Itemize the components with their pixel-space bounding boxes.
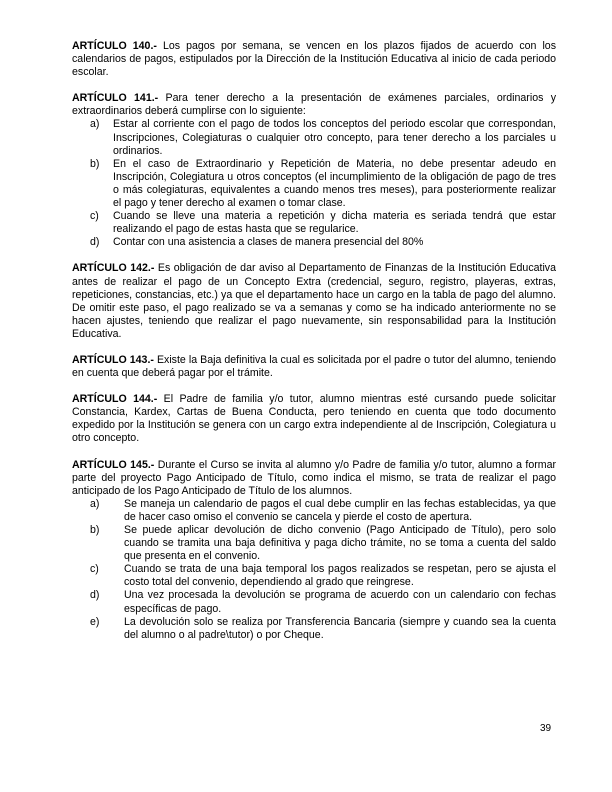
list-item-marker: a) bbox=[90, 497, 100, 510]
article-paragraph bbox=[72, 92, 556, 118]
list-item-marker: b) bbox=[90, 524, 100, 536]
article-title: ARTÍCULO 142.- bbox=[72, 262, 155, 275]
article-title: ARTÍCULO 144.- bbox=[72, 393, 158, 406]
article-title: ARTÍCULO 141.- bbox=[72, 92, 159, 105]
list-item-text: Contar con una asistencia a clases de manera presencial del 80% bbox=[113, 236, 424, 249]
list-item bbox=[72, 616, 556, 642]
article-paragraph bbox=[72, 262, 556, 341]
list-item-marker: b) bbox=[90, 157, 100, 170]
article-144 bbox=[72, 393, 556, 445]
article-141 bbox=[72, 92, 556, 249]
list-item-text: Se maneja un calendario de pagos el cual debe cumplir en las fechas establecidas, ya que de hacer caso omiso el convenio se cancela y pierde el costo de apertura. bbox=[124, 497, 556, 523]
document-body bbox=[72, 40, 556, 655]
article-text: Existe la Baja definitiva la cual es solicitada por el padre o tutor del alumno, teniendo en cuenta que deberá pagar por el trámite. bbox=[72, 353, 556, 380]
list-item-text: Cuando se lleve una materia a repetición y dicha materia es seriada tendrá que estar realizando el pago de estas hasta que se regularice. bbox=[113, 210, 556, 236]
list-item bbox=[72, 158, 556, 210]
article-title: ARTÍCULO 140.- bbox=[72, 40, 157, 52]
list-item-marker: c) bbox=[90, 563, 99, 576]
requirements-list bbox=[72, 118, 556, 249]
list-item bbox=[72, 118, 556, 157]
list-item-marker: d) bbox=[90, 589, 100, 602]
list-item-marker: d) bbox=[90, 236, 100, 249]
article-text: Es obligación de dar aviso al Departamento de Finanzas de la Institución Educativa antes de realizar el pago de un Concepto Extra (credencial, seguro, registro, playeras, extras, repeticiones, constancias, etc.) ya que el departamento hace un cargo en la tabla de pago del alumno. De omitir este paso, el pago realizado se va a semanas y como se ha indicado anteriormente no se hacen ajustes, teniendo que realizar el pago nuevamente, sin responsabilidad para la Institución Educativa. bbox=[72, 262, 556, 340]
article-title: ARTÍCULO 143.- bbox=[72, 353, 154, 366]
article-text: Los pagos por semana, se vencen en los plazos fijados de acuerdo con los calendarios de pagos, estipulados por la Dirección de la Institución Educativa al inicio de cada periodo escolar. bbox=[72, 40, 556, 79]
article-145 bbox=[72, 459, 556, 642]
page-number: 39 bbox=[540, 723, 552, 734]
list-item bbox=[72, 210, 556, 236]
list-item-text: En el caso de Extraordinario y Repetición de Materia, no debe presentar adeudo en Inscripción, Colegiatura u otros conceptos (el incumplimiento de la obligación de pago de tres o más colegiaturas, equivalentes a cuando menos tres meses), para posteriormente realizar el pago y tener derecho al examen o tomar clase. bbox=[113, 157, 556, 210]
article-text: El Padre de familia y/o tutor, alumno mientras esté cursando puede solicitar Constancia, Kardex, Cartas de Buena Conducta, pero teniendo en cuenta que todo documento expedido por la Institución se genera con un cargo extra independiente al de Inscripción, Colegiatura u otro concepto. bbox=[72, 393, 556, 445]
article-paragraph bbox=[72, 354, 556, 380]
article-paragraph bbox=[72, 459, 556, 498]
article-paragraph bbox=[72, 393, 556, 445]
article-text: Para tener derecho a la presentación de exámenes parciales, ordinarios y extraordinarios deberá cumplirse con lo siguiente: bbox=[72, 92, 556, 118]
list-item-marker: a) bbox=[90, 118, 100, 131]
list-item bbox=[72, 524, 556, 563]
article-142 bbox=[72, 262, 556, 341]
title-payment-list bbox=[72, 498, 556, 642]
list-item bbox=[72, 589, 556, 615]
list-item-text: Estar al corriente con el pago de todos los conceptos del periodo escolar que correspondan, Inscripciones, Colegiaturas o cualquier otro concepto, para tener derecho a los parciales u ordinarios. bbox=[113, 118, 556, 157]
article-140 bbox=[72, 40, 556, 79]
list-item bbox=[72, 236, 556, 249]
list-item-text: Una vez procesada la devolución se programa de acuerdo con un calendario con fechas específicas de pago. bbox=[124, 589, 556, 615]
list-item bbox=[72, 563, 556, 589]
list-item-text: La devolución solo se realiza por Transferencia Bancaria (siempre y cuando sea la cuenta del alumno o al padre\tutor) o por Cheque. bbox=[124, 615, 556, 641]
list-item-marker: e) bbox=[90, 615, 100, 628]
article-text: Durante el Curso se invita al alumno y/o Padre de familia y/o tutor, alumno a formar parte del proyecto Pago Anticipado de Título, como indica el mismo, se trata de realizar el pago anticipado de los Pago Anticipado de Título de los alumnos. bbox=[72, 458, 556, 497]
article-paragraph bbox=[72, 40, 556, 79]
article-143 bbox=[72, 354, 556, 380]
list-item-marker: c) bbox=[90, 210, 99, 223]
article-title: ARTÍCULO 145.- bbox=[72, 458, 155, 471]
list-item bbox=[72, 498, 556, 524]
list-item-text: Se puede aplicar devolución de dicho convenio (Pago Anticipado de Título), pero solo cuando se tramita una baja definitiva y paga dicho trámite, no se toma a cuenta del saldo que presenta en el convenio. bbox=[124, 524, 556, 563]
list-item-text: Cuando se trata de una baja temporal los pagos realizados se respetan, pero se ajusta el costo total del convenio, dependiendo al grado que reingrese. bbox=[124, 563, 556, 589]
